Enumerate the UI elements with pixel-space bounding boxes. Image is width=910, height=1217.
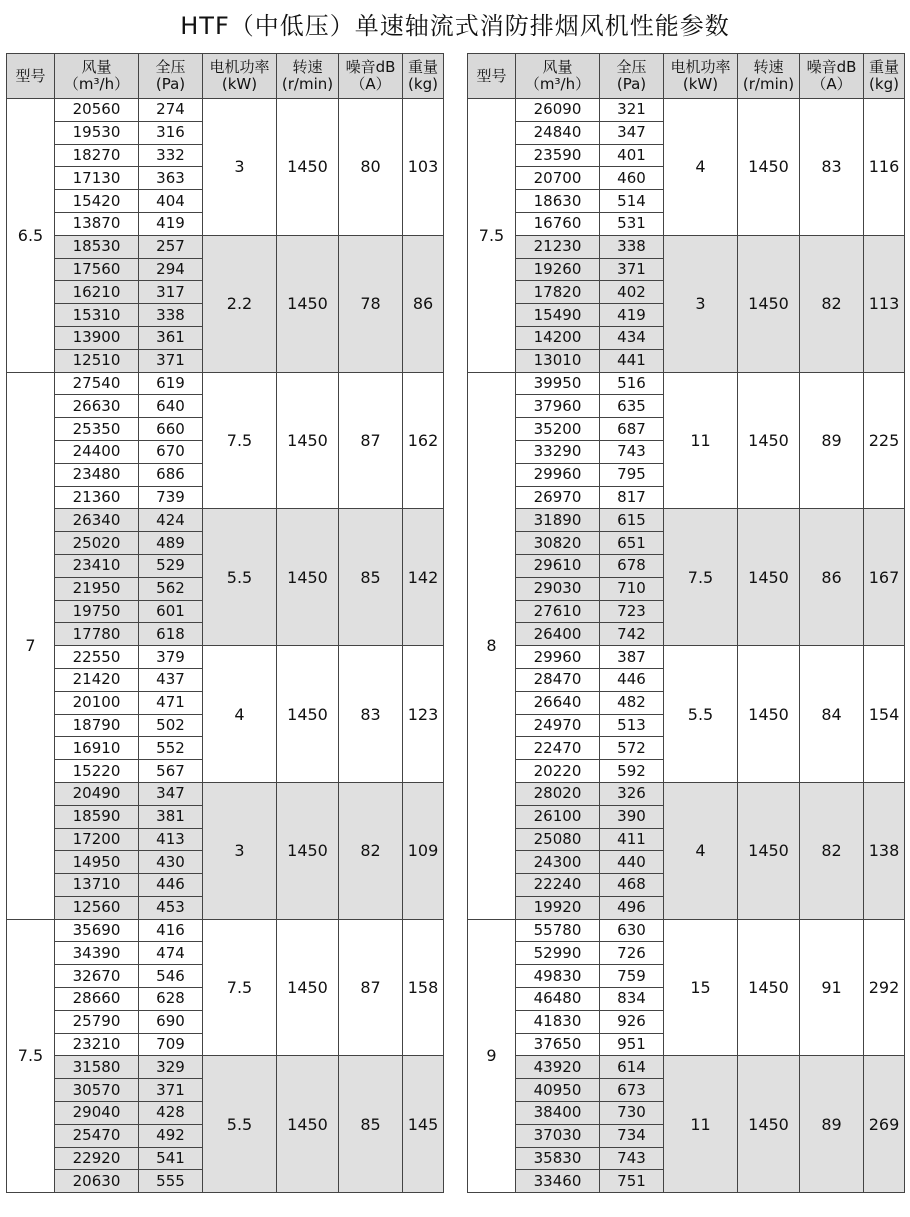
noise-cell: 82 — [339, 782, 403, 919]
airflow-cell: 24840 — [516, 121, 600, 144]
airflow-cell: 31580 — [55, 1056, 139, 1079]
pressure-cell: 416 — [139, 919, 203, 942]
speed-cell: 1450 — [738, 646, 800, 783]
pressure-cell: 321 — [600, 99, 664, 122]
airflow-cell: 27540 — [55, 372, 139, 395]
pressure-cell: 709 — [139, 1033, 203, 1056]
airflow-cell: 28660 — [55, 988, 139, 1011]
pressure-cell: 730 — [600, 1102, 664, 1125]
pressure-cell: 678 — [600, 554, 664, 577]
airflow-cell: 37030 — [516, 1124, 600, 1147]
pressure-cell: 419 — [139, 212, 203, 235]
pressure-cell: 402 — [600, 281, 664, 304]
airflow-cell: 29960 — [516, 463, 600, 486]
airflow-cell: 25470 — [55, 1124, 139, 1147]
speed-cell: 1450 — [277, 1056, 339, 1193]
page-title: HTF（中低压）单速轴流式消防排烟风机性能参数 — [180, 12, 730, 40]
pressure-cell: 630 — [600, 919, 664, 942]
table-row — [7, 919, 444, 942]
airflow-cell: 25080 — [516, 828, 600, 851]
pressure-cell: 687 — [600, 418, 664, 441]
header-weight: 重量 (kg) — [864, 54, 905, 99]
pressure-cell: 834 — [600, 988, 664, 1011]
pressure-cell: 686 — [139, 463, 203, 486]
airflow-cell: 19920 — [516, 896, 600, 919]
pressure-cell: 428 — [139, 1102, 203, 1125]
airflow-cell: 34390 — [55, 942, 139, 965]
pressure-cell: 743 — [600, 440, 664, 463]
header-pressure: 全压 (Pa) — [600, 54, 664, 99]
airflow-cell: 33460 — [516, 1170, 600, 1193]
airflow-cell: 21230 — [516, 235, 600, 258]
power-cell: 7.5 — [203, 372, 277, 509]
pressure-cell: 640 — [139, 395, 203, 418]
pressure-cell: 614 — [600, 1056, 664, 1079]
noise-cell: 89 — [800, 1056, 864, 1193]
airflow-cell: 37650 — [516, 1033, 600, 1056]
airflow-cell: 55780 — [516, 919, 600, 942]
pressure-cell: 552 — [139, 737, 203, 760]
pressure-cell: 387 — [600, 646, 664, 669]
airflow-cell: 15310 — [55, 304, 139, 327]
pressure-cell: 441 — [600, 349, 664, 372]
header-weight: 重量 (kg) — [403, 54, 444, 99]
weight-cell: 292 — [864, 919, 905, 1056]
pressure-cell: 615 — [600, 509, 664, 532]
airflow-cell: 28470 — [516, 668, 600, 691]
power-cell: 2.2 — [203, 235, 277, 372]
airflow-cell: 30820 — [516, 532, 600, 555]
pressure-cell: 651 — [600, 532, 664, 555]
pressure-cell: 361 — [139, 326, 203, 349]
pressure-cell: 437 — [139, 668, 203, 691]
spec-table-right — [467, 53, 905, 1193]
airflow-cell: 20100 — [55, 691, 139, 714]
airflow-cell: 22470 — [516, 737, 600, 760]
power-cell: 4 — [664, 782, 738, 919]
pressure-cell: 381 — [139, 805, 203, 828]
airflow-cell: 22240 — [516, 874, 600, 897]
pressure-cell: 401 — [600, 144, 664, 167]
speed-cell: 1450 — [738, 235, 800, 372]
pressure-cell: 274 — [139, 99, 203, 122]
pressure-cell: 513 — [600, 714, 664, 737]
pressure-cell: 371 — [600, 258, 664, 281]
model-cell: 7.5 — [7, 919, 55, 1193]
pressure-cell: 468 — [600, 874, 664, 897]
airflow-cell: 20490 — [55, 782, 139, 805]
table-row — [468, 1056, 905, 1079]
table-row — [468, 782, 905, 805]
airflow-cell: 21360 — [55, 486, 139, 509]
noise-cell: 83 — [800, 99, 864, 236]
noise-cell: 83 — [339, 646, 403, 783]
table-row — [7, 372, 444, 395]
airflow-cell: 16760 — [516, 212, 600, 235]
airflow-cell: 23590 — [516, 144, 600, 167]
speed-cell: 1450 — [277, 235, 339, 372]
pressure-cell: 572 — [600, 737, 664, 760]
noise-cell: 89 — [800, 372, 864, 509]
pressure-cell: 751 — [600, 1170, 664, 1193]
header-row — [468, 54, 905, 99]
speed-cell: 1450 — [277, 646, 339, 783]
header-noise: 噪音dB （A） — [339, 54, 403, 99]
airflow-cell: 38400 — [516, 1102, 600, 1125]
model-cell: 8 — [468, 372, 516, 919]
pressure-cell: 726 — [600, 942, 664, 965]
pressure-cell: 514 — [600, 190, 664, 213]
header-pressure: 全压 (Pa) — [139, 54, 203, 99]
airflow-cell: 25020 — [55, 532, 139, 555]
airflow-cell: 32670 — [55, 965, 139, 988]
airflow-cell: 12510 — [55, 349, 139, 372]
pressure-cell: 601 — [139, 600, 203, 623]
pressure-cell: 541 — [139, 1147, 203, 1170]
pressure-cell: 430 — [139, 851, 203, 874]
airflow-cell: 21420 — [55, 668, 139, 691]
pressure-cell: 347 — [139, 782, 203, 805]
speed-cell: 1450 — [277, 99, 339, 236]
airflow-cell: 13010 — [516, 349, 600, 372]
speed-cell: 1450 — [738, 509, 800, 646]
table-row — [7, 235, 444, 258]
noise-cell: 78 — [339, 235, 403, 372]
table-row — [468, 646, 905, 669]
table-row — [468, 509, 905, 532]
airflow-cell: 26630 — [55, 395, 139, 418]
table-row — [468, 919, 905, 942]
airflow-cell: 18270 — [55, 144, 139, 167]
airflow-cell: 43920 — [516, 1056, 600, 1079]
power-cell: 15 — [664, 919, 738, 1056]
weight-cell: 167 — [864, 509, 905, 646]
noise-cell: 85 — [339, 1056, 403, 1193]
pressure-cell: 739 — [139, 486, 203, 509]
airflow-cell: 23480 — [55, 463, 139, 486]
airflow-cell: 15220 — [55, 760, 139, 783]
speed-cell: 1450 — [738, 782, 800, 919]
pressure-cell: 546 — [139, 965, 203, 988]
pressure-cell: 482 — [600, 691, 664, 714]
airflow-cell: 39950 — [516, 372, 600, 395]
pressure-cell: 673 — [600, 1079, 664, 1102]
power-cell: 5.5 — [203, 509, 277, 646]
pressure-cell: 446 — [600, 668, 664, 691]
speed-cell: 1450 — [738, 372, 800, 509]
airflow-cell: 52990 — [516, 942, 600, 965]
pressure-cell: 347 — [600, 121, 664, 144]
model-cell: 7 — [7, 372, 55, 919]
pressure-cell: 317 — [139, 281, 203, 304]
weight-cell: 109 — [403, 782, 444, 919]
airflow-cell: 35200 — [516, 418, 600, 441]
airflow-cell: 40950 — [516, 1079, 600, 1102]
weight-cell: 86 — [403, 235, 444, 372]
power-cell: 7.5 — [664, 509, 738, 646]
header-row — [7, 54, 444, 99]
table-row — [7, 646, 444, 669]
pressure-cell: 446 — [139, 874, 203, 897]
weight-cell: 138 — [864, 782, 905, 919]
airflow-cell: 35830 — [516, 1147, 600, 1170]
weight-cell: 123 — [403, 646, 444, 783]
pressure-cell: 723 — [600, 600, 664, 623]
noise-cell: 86 — [800, 509, 864, 646]
pressure-cell: 419 — [600, 304, 664, 327]
airflow-cell: 20700 — [516, 167, 600, 190]
airflow-cell: 46480 — [516, 988, 600, 1011]
pressure-cell: 440 — [600, 851, 664, 874]
power-cell: 3 — [203, 782, 277, 919]
table-row — [7, 782, 444, 805]
airflow-cell: 23410 — [55, 554, 139, 577]
pressure-cell: 424 — [139, 509, 203, 532]
weight-cell: 162 — [403, 372, 444, 509]
header-model: 型号 — [7, 54, 55, 99]
airflow-cell: 29030 — [516, 577, 600, 600]
weight-cell: 116 — [864, 99, 905, 236]
power-cell: 11 — [664, 372, 738, 509]
airflow-cell: 31890 — [516, 509, 600, 532]
power-cell: 11 — [664, 1056, 738, 1193]
pressure-cell: 434 — [600, 326, 664, 349]
table-row — [468, 99, 905, 122]
airflow-cell: 15490 — [516, 304, 600, 327]
noise-cell: 85 — [339, 509, 403, 646]
power-cell: 3 — [664, 235, 738, 372]
airflow-cell: 17200 — [55, 828, 139, 851]
header-airflow: 风量 （m³/h） — [516, 54, 600, 99]
pressure-cell: 567 — [139, 760, 203, 783]
pressure-cell: 690 — [139, 1010, 203, 1033]
pressure-cell: 951 — [600, 1033, 664, 1056]
airflow-cell: 28020 — [516, 782, 600, 805]
pressure-cell: 531 — [600, 212, 664, 235]
pressure-cell: 742 — [600, 623, 664, 646]
pressure-cell: 329 — [139, 1056, 203, 1079]
airflow-cell: 17820 — [516, 281, 600, 304]
pressure-cell: 257 — [139, 235, 203, 258]
airflow-cell: 16210 — [55, 281, 139, 304]
airflow-cell: 24970 — [516, 714, 600, 737]
speed-cell: 1450 — [277, 509, 339, 646]
airflow-cell: 16910 — [55, 737, 139, 760]
pressure-cell: 390 — [600, 805, 664, 828]
airflow-cell: 41830 — [516, 1010, 600, 1033]
header-noise: 噪音dB （A） — [800, 54, 864, 99]
airflow-cell: 20560 — [55, 99, 139, 122]
header-airflow: 风量 （m³/h） — [55, 54, 139, 99]
weight-cell: 158 — [403, 919, 444, 1056]
pressure-cell: 411 — [600, 828, 664, 851]
table-row — [468, 235, 905, 258]
weight-cell: 103 — [403, 99, 444, 236]
airflow-cell: 26640 — [516, 691, 600, 714]
pressure-cell: 670 — [139, 440, 203, 463]
airflow-cell: 21950 — [55, 577, 139, 600]
airflow-cell: 19750 — [55, 600, 139, 623]
pressure-cell: 618 — [139, 623, 203, 646]
weight-cell: 113 — [864, 235, 905, 372]
airflow-cell: 18530 — [55, 235, 139, 258]
pressure-cell: 562 — [139, 577, 203, 600]
noise-cell: 87 — [339, 372, 403, 509]
airflow-cell: 35690 — [55, 919, 139, 942]
pressure-cell: 619 — [139, 372, 203, 395]
airflow-cell: 26340 — [55, 509, 139, 532]
noise-cell: 91 — [800, 919, 864, 1056]
pressure-cell: 460 — [600, 167, 664, 190]
table-row — [7, 1056, 444, 1079]
airflow-cell: 13710 — [55, 874, 139, 897]
speed-cell: 1450 — [277, 782, 339, 919]
model-cell: 7.5 — [468, 99, 516, 373]
pressure-cell: 660 — [139, 418, 203, 441]
airflow-cell: 33290 — [516, 440, 600, 463]
pressure-cell: 453 — [139, 896, 203, 919]
model-cell: 9 — [468, 919, 516, 1193]
noise-cell: 87 — [339, 919, 403, 1056]
table-row — [7, 99, 444, 122]
airflow-cell: 18630 — [516, 190, 600, 213]
pressure-cell: 926 — [600, 1010, 664, 1033]
pressure-cell: 338 — [600, 235, 664, 258]
header-speed: 转速 (r/min) — [277, 54, 339, 99]
pressure-cell: 371 — [139, 1079, 203, 1102]
model-cell: 6.5 — [7, 99, 55, 373]
header-speed: 转速 (r/min) — [738, 54, 800, 99]
airflow-cell: 22920 — [55, 1147, 139, 1170]
pressure-cell: 516 — [600, 372, 664, 395]
power-cell: 5.5 — [203, 1056, 277, 1193]
airflow-cell: 29610 — [516, 554, 600, 577]
pressure-cell: 379 — [139, 646, 203, 669]
pressure-cell: 628 — [139, 988, 203, 1011]
pressure-cell: 635 — [600, 395, 664, 418]
pressure-cell: 759 — [600, 965, 664, 988]
airflow-cell: 13870 — [55, 212, 139, 235]
pressure-cell: 326 — [600, 782, 664, 805]
power-cell: 7.5 — [203, 919, 277, 1056]
pressure-cell: 489 — [139, 532, 203, 555]
airflow-cell: 22550 — [55, 646, 139, 669]
airflow-cell: 26090 — [516, 99, 600, 122]
airflow-cell: 37960 — [516, 395, 600, 418]
pressure-cell: 294 — [139, 258, 203, 281]
header-power: 电机功率 (kW) — [664, 54, 738, 99]
airflow-cell: 12560 — [55, 896, 139, 919]
speed-cell: 1450 — [738, 99, 800, 236]
spec-table-left — [6, 53, 444, 1193]
noise-cell: 82 — [800, 235, 864, 372]
speed-cell: 1450 — [277, 919, 339, 1056]
pressure-cell: 734 — [600, 1124, 664, 1147]
speed-cell: 1450 — [738, 1056, 800, 1193]
pressure-cell: 710 — [600, 577, 664, 600]
weight-cell: 145 — [403, 1056, 444, 1193]
pressure-cell: 332 — [139, 144, 203, 167]
pressure-cell: 817 — [600, 486, 664, 509]
airflow-cell: 18790 — [55, 714, 139, 737]
pressure-cell: 338 — [139, 304, 203, 327]
pressure-cell: 555 — [139, 1170, 203, 1193]
pressure-cell: 743 — [600, 1147, 664, 1170]
airflow-cell: 15420 — [55, 190, 139, 213]
airflow-cell: 19260 — [516, 258, 600, 281]
pressure-cell: 496 — [600, 896, 664, 919]
header-model: 型号 — [468, 54, 516, 99]
airflow-cell: 29960 — [516, 646, 600, 669]
weight-cell: 269 — [864, 1056, 905, 1193]
airflow-cell: 18590 — [55, 805, 139, 828]
airflow-cell: 26100 — [516, 805, 600, 828]
power-cell: 3 — [203, 99, 277, 236]
noise-cell: 80 — [339, 99, 403, 236]
pressure-cell: 471 — [139, 691, 203, 714]
airflow-cell: 29040 — [55, 1102, 139, 1125]
airflow-cell: 19530 — [55, 121, 139, 144]
airflow-cell: 20630 — [55, 1170, 139, 1193]
power-cell: 4 — [203, 646, 277, 783]
weight-cell: 142 — [403, 509, 444, 646]
power-cell: 5.5 — [664, 646, 738, 783]
airflow-cell: 26970 — [516, 486, 600, 509]
noise-cell: 82 — [800, 782, 864, 919]
pressure-cell: 316 — [139, 121, 203, 144]
airflow-cell: 49830 — [516, 965, 600, 988]
airflow-cell: 13900 — [55, 326, 139, 349]
table-row — [7, 509, 444, 532]
pressure-cell: 502 — [139, 714, 203, 737]
weight-cell: 154 — [864, 646, 905, 783]
airflow-cell: 23210 — [55, 1033, 139, 1056]
table-row — [468, 372, 905, 395]
airflow-cell: 27610 — [516, 600, 600, 623]
airflow-cell: 14200 — [516, 326, 600, 349]
airflow-cell: 30570 — [55, 1079, 139, 1102]
power-cell: 4 — [664, 99, 738, 236]
airflow-cell: 17780 — [55, 623, 139, 646]
pressure-cell: 474 — [139, 942, 203, 965]
airflow-cell: 17560 — [55, 258, 139, 281]
pressure-cell: 529 — [139, 554, 203, 577]
airflow-cell: 25790 — [55, 1010, 139, 1033]
weight-cell: 225 — [864, 372, 905, 509]
pressure-cell: 492 — [139, 1124, 203, 1147]
pressure-cell: 413 — [139, 828, 203, 851]
speed-cell: 1450 — [738, 919, 800, 1056]
airflow-cell: 24400 — [55, 440, 139, 463]
pressure-cell: 371 — [139, 349, 203, 372]
pressure-cell: 795 — [600, 463, 664, 486]
pressure-cell: 363 — [139, 167, 203, 190]
noise-cell: 84 — [800, 646, 864, 783]
airflow-cell: 25350 — [55, 418, 139, 441]
header-power: 电机功率 (kW) — [203, 54, 277, 99]
airflow-cell: 26400 — [516, 623, 600, 646]
pressure-cell: 592 — [600, 760, 664, 783]
airflow-cell: 14950 — [55, 851, 139, 874]
airflow-cell: 20220 — [516, 760, 600, 783]
pressure-cell: 404 — [139, 190, 203, 213]
airflow-cell: 17130 — [55, 167, 139, 190]
airflow-cell: 24300 — [516, 851, 600, 874]
speed-cell: 1450 — [277, 372, 339, 509]
